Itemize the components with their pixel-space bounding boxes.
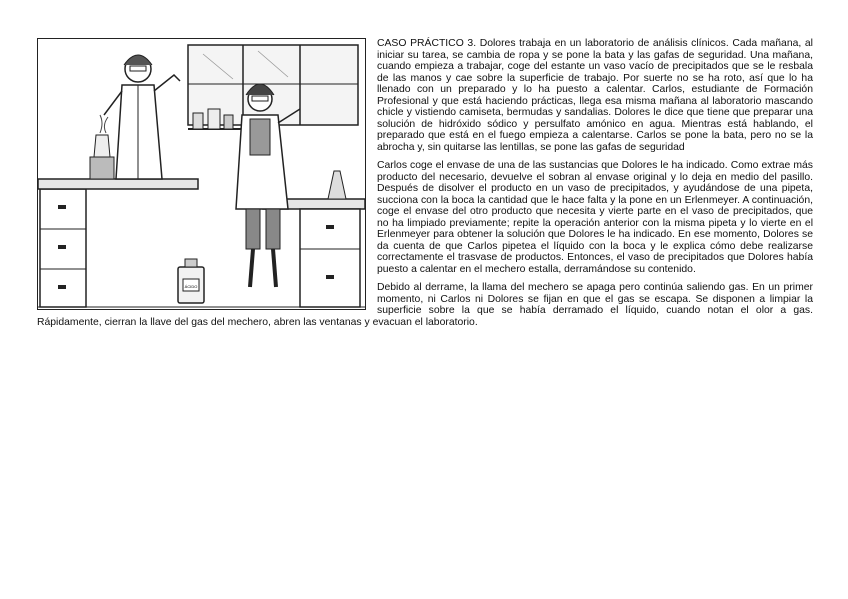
case-paragraph-3: Debido al derrame, la llama del mechero se apaga pero continúa saliendo gas. En un primer momento, ni Carlos ni Dolores se fijan en que el gas se escapa. Se disponen a limpiar la superficie sobre la que se había derramado el líquido, cuando notan el olor a gas. Rápidamente, cierran la llave del gas del mechero, abren las ventanas y evacuan el laboratorio.	[37, 282, 813, 328]
bottle-label: ÁCIDO	[184, 284, 198, 289]
laboratory-scene-drawing	[38, 39, 365, 309]
case-paragraph-1: CASO PRÁCTICO 3. Dolores trabaja en un laboratorio de análisis clínicos. Cada mañana, al iniciar su tarea, se cambia de ropa y se pone la bata y las gafas de seguridad. Una mañana, cuando empieza a trabajar, coge del estante un vaso vacío de precipitados que se le resbala de las manos y cae sobre la superficie de trabajo. Por suerte no se ha roto, así que lo ha llenado con un preparado y lo ha puesto a calentar. Carlos, estudiante de Formación Profesional y que está haciendo prácticas, llega esa misma mañana al laboratorio mascando chicle y vistiendo camiseta, bermudas y sandalias. Dolores le dice que tiene que preparar una solución de hidróxido sódico y persulfato amónico en agua. Mientras está hablando, el preparado que está en el fuego empieza a calentarse. Carlos se pone la bata, pero no se la abrocha y, sin quitarse las lentillas, se pone las gafas de seguridad	[377, 38, 813, 153]
laboratory-illustration	[37, 38, 366, 310]
document-page	[37, 38, 813, 335]
case-paragraph-2: Carlos coge el envase de una de las sustancias que Dolores le ha indicado. Como extrae más producto del necesario, devuelve el sobran al envase original y lo deja en medio del pasillo. Después de disolver el producto en un vaso de precipitados, y ayudándose de una pipeta, succiona con la boca la cantidad que le hace falta y la pone en un Erlenmeyer. A continuación, coge el envase del otro producto que necesita y vierte parte en el vaso de precipitados, que no ha limpiado previamente; repite la operación anterior con la misma pipeta y lo vierte en el Erlenmeyer para obtener la solución que Dolores le ha indicado. En ese momento, Dolores se da cuenta de que Carlos pipetea el líquido con la boca y le explica cómo debe realizarse correctamente el trasvase de productos. Entonces, el vaso de precipitados que Dolores había puesto a calentar en el mechero estalla, derramándose su contenido.	[377, 160, 813, 275]
